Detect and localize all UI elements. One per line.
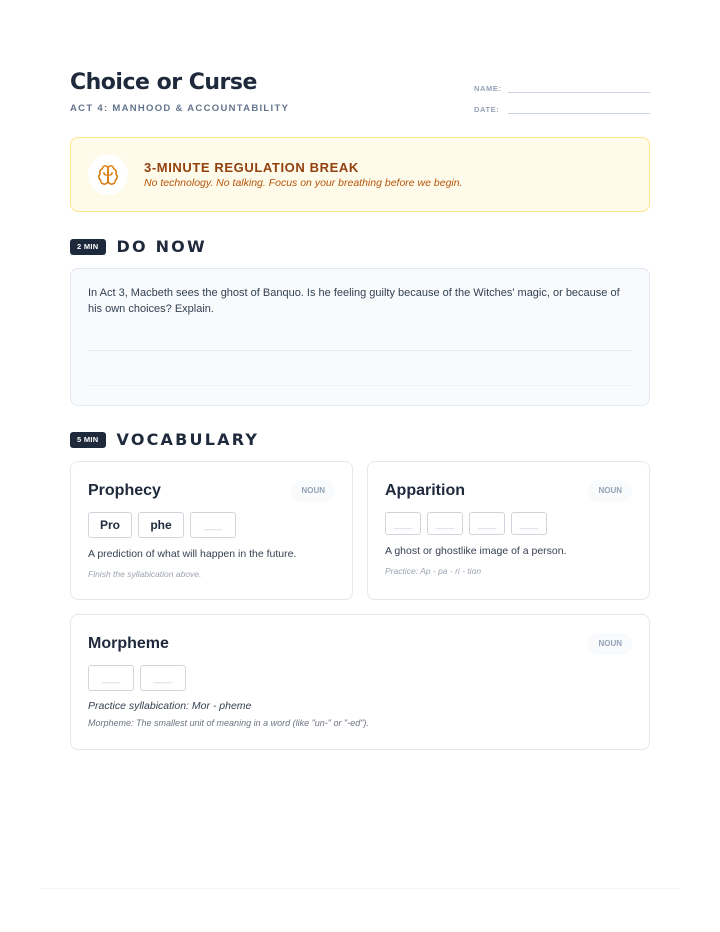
syllable-blank[interactable]: ___ [511, 512, 547, 535]
answer-line[interactable] [88, 385, 632, 386]
part-of-speech-badge: NOUN [291, 480, 335, 502]
syllable-blank[interactable]: ___ [88, 665, 134, 691]
syllable-blank[interactable]: ___ [427, 512, 463, 535]
date-field[interactable] [508, 100, 650, 114]
vocab-word: Morpheme [88, 635, 169, 652]
date-label: DATE: [474, 105, 500, 114]
syllable-blank[interactable]: ___ [469, 512, 505, 535]
syllable-blank[interactable]: ___ [190, 512, 236, 538]
vocab-note: Morpheme: The smallest unit of meaning in a word (like "un-" or "-ed"). [88, 718, 369, 728]
do-now-box [70, 268, 650, 406]
vocabulary-time-badge: 5 MIN [70, 432, 106, 448]
vocab-definition: A prediction of what will happen in the future. [88, 548, 297, 560]
syllable-box: Pro [88, 512, 132, 538]
part-of-speech-badge: NOUN [588, 480, 632, 502]
regulation-title: 3-MINUTE REGULATION BREAK [144, 160, 359, 175]
syllable-boxes [88, 665, 186, 691]
regulation-break-banner [70, 137, 650, 212]
vocab-card-morpheme [70, 614, 650, 750]
syllable-boxes [88, 512, 236, 538]
student-info [474, 72, 650, 114]
page-title: Choice or Curse [70, 70, 257, 95]
date-row [474, 93, 650, 114]
vocab-card-apparition [367, 461, 650, 600]
do-now-time-badge: 2 MIN [70, 239, 106, 255]
vocab-card-prophecy [70, 461, 353, 600]
syllable-blank[interactable]: ___ [140, 665, 186, 691]
vocab-word: Prophecy [88, 482, 161, 499]
name-label: NAME: [474, 84, 502, 93]
vocab-note: Finish the syllabication above. [88, 569, 202, 579]
brain-icon [88, 155, 128, 195]
vocab-definition: A ghost or ghostlike image of a person. [385, 545, 567, 557]
vocab-word: Apparition [385, 482, 465, 499]
syllable-blank[interactable]: ___ [385, 512, 421, 535]
page-subtitle: ACT 4: MANHOOD & ACCOUNTABILITY [70, 103, 290, 114]
name-row [474, 72, 650, 93]
vocab-note: Practice: Ap - pa - ri - tion [385, 566, 482, 576]
part-of-speech-badge: NOUN [588, 633, 632, 655]
vocabulary-title: VOCABULARY [116, 430, 260, 449]
syllable-boxes [385, 512, 547, 535]
vocabulary-heading [70, 430, 259, 449]
syllable-box: phe [138, 512, 184, 538]
regulation-subtitle: No technology. No talking. Focus on your breathing before we begin. [144, 177, 463, 189]
answer-line[interactable] [88, 350, 632, 351]
worksheet-header [70, 70, 650, 130]
vocab-practice: Practice syllabication: Mor - pheme [88, 700, 252, 712]
do-now-heading [70, 237, 207, 256]
name-field[interactable] [508, 79, 650, 93]
do-now-question: In Act 3, Macbeth sees the ghost of Banquo. Is he feeling guilty because of the Witches' magic, or because of his own choices? Explain. [88, 287, 620, 315]
do-now-title: DO NOW [116, 237, 207, 256]
footer-divider [40, 888, 680, 889]
